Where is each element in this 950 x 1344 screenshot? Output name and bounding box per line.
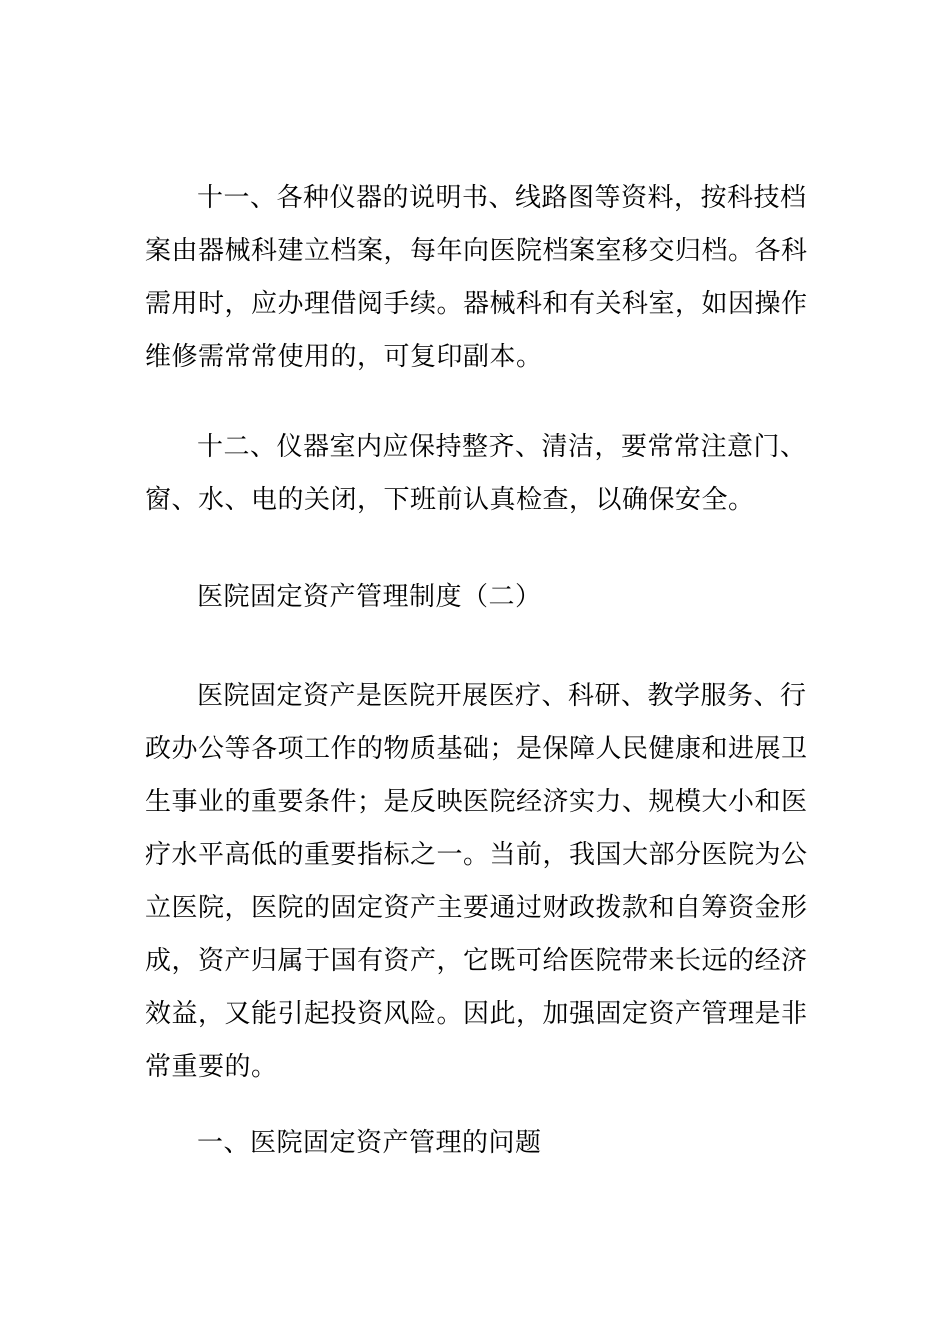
intro-paragraph xyxy=(145,670,807,1094)
paragraph-line: 案由器械科建立档案，每年向医院档案室移交归档。各科 xyxy=(145,236,808,266)
paragraph-line: 成，资产归属于国有资产，它既可给医院带来长远的经济 xyxy=(145,946,808,976)
paragraph-line: 需用时，应办理借阅手续。器械科和有关科室，如因操作 xyxy=(145,289,808,319)
paragraph-line: 立医院，医院的固定资产主要通过财政拨款和自筹资金形 xyxy=(145,893,808,923)
paragraph-line: 生事业的重要条件；是反映医院经济实力、规模大小和医 xyxy=(145,787,808,817)
paragraph-line: 政办公等各项工作的物质基础；是保障人民健康和进展卫 xyxy=(145,734,808,764)
paragraph-line: 十一、各种仪器的说明书、线路图等资料，按科技档 xyxy=(197,183,807,213)
paragraph-line: 常重要的。 xyxy=(145,1052,278,1082)
heading-problems: 一、医院固定资产管理的问题 xyxy=(197,1128,542,1158)
paragraph-line: 疗水平高低的重要指标之一。当前，我国大部分医院为公 xyxy=(145,840,808,870)
paragraph-line: 十二、仪器室内应保持整齐、清洁，要常常注意门、 xyxy=(197,432,807,462)
paragraph-item-11 xyxy=(145,172,807,384)
paragraph-line: 医院固定资产是医院开展医疗、科研、教学服务、行 xyxy=(197,681,807,711)
paragraph-line: 维修需常常使用的，可复印副本。 xyxy=(145,342,543,372)
paragraph-item-12 xyxy=(145,421,807,527)
paragraph-line: 窗、水、电的关闭，下班前认真检查，以确保安全。 xyxy=(145,485,755,515)
paragraph-line: 效益，又能引起投资风险。因此，加强固定资产管理是非 xyxy=(145,999,808,1029)
section-title: 医院固定资产管理制度（二） xyxy=(197,582,542,612)
